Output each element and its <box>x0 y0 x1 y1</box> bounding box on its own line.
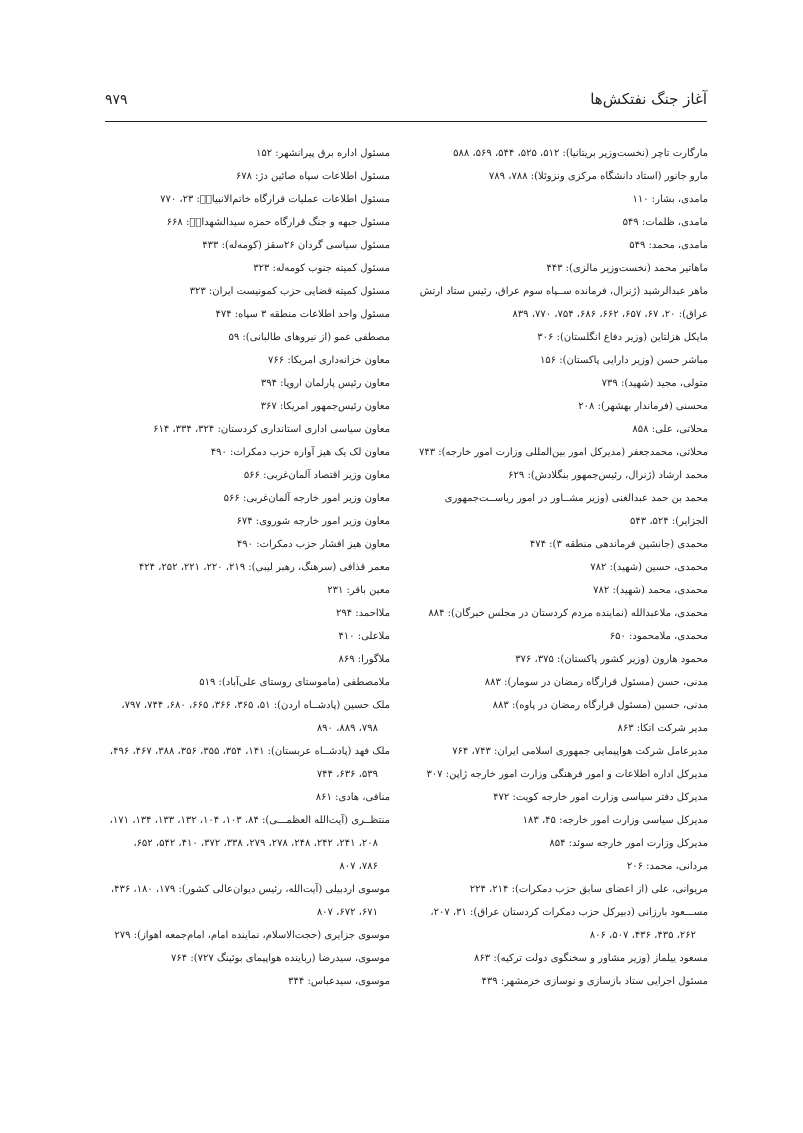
index-entry-line: محمدی (جانشین فرماندهی منطقه ۳): ۴۷۴ <box>529 539 708 550</box>
index-entry-line: ۲۰۸، ۲۴۱، ۲۴۲، ۲۴۸، ۲۷۸، ۲۷۹، ۳۳۸، ۳۷۲، ۴۱۰، ۵۴۲، ۶۵۲، <box>133 838 378 849</box>
index-entry-line: محمدی، حسین (شهید): ۷۸۲ <box>590 562 708 573</box>
index-entry-line: موسوی، سیدرضا (رباینده هواپیمای بوئینگ ۷۲۷): ۷۶۴ <box>171 953 390 964</box>
index-entry-line: مسئول اداره برق پیرانشهر: ۱۵۲ <box>255 148 390 159</box>
index-entry-line: مدیرکل وزارت امور خارجه سوئد: ۸۵۴ <box>549 838 708 849</box>
index-entry-line: معاون هیز افشار حزب دمکرات: ۴۹۰ <box>236 539 390 550</box>
index-entry-line: مسئول کمیته جنوب کومه‌له: ۳۲۳ <box>253 263 390 274</box>
index-entry-line: ماهاتیر محمد (نخست‌وزیر مالزی): ۴۴۳ <box>546 263 708 274</box>
index-entry-line: مدنی، حسن (مسئول قرارگاه رمضان در سومار): ۸۸۳ <box>484 677 708 688</box>
index-entry-line: معین باقر: ۲۳۱ <box>327 585 390 596</box>
index-entry-line: محسنی (فرماندار بهشهر): ۲۰۸ <box>578 401 708 412</box>
index-entry-line: الجزایر): ۵۲۴، ۵۴۳ <box>630 516 708 527</box>
index-entry-line: مارگارت تاچر (نخست‌وزیر بریتانیا): ۵۱۲، ۵۲۵، ۵۴۴، ۵۶۹، ۵۸۸ <box>453 148 708 159</box>
index-entry-line: مسئول اطلاعات عملیات قرارگاه خاتم‌الانبیاءؐ: ۲۳، ۷۷۰ <box>160 194 390 205</box>
index-entry-line: مسئول جبهه و جنگ قرارگاه حمزه سیدالشهداءؑ: ۶۶۸ <box>166 217 390 228</box>
index-entry-line: ملک فهد (پادشــاه عربستان): ۱۴۱، ۳۵۴، ۳۵۵، ۳۵۶، ۳۸۸، ۴۶۷، ۴۹۶، <box>109 746 390 757</box>
index-entry-line: محمدی، ملامحمود: ۶۵۰ <box>609 631 708 642</box>
header-rule <box>105 121 707 122</box>
index-entry-line: مسئول واحد اطلاعات منطقه ۳ سپاه: ۴۷۴ <box>215 309 390 320</box>
index-entry-line: محمد بن حمد عبدالغنی (وزیر مشــاور در امور ریاســت‌جمهوری <box>444 493 708 504</box>
index-entry-line: معاون خزانه‌داری امریکا: ۷۶۶ <box>268 355 390 366</box>
index-entry-line: مریوانی، علی (از اعضای سابق حزب دمکرات): ۲۱۴، ۲۲۴ <box>469 884 708 895</box>
index-entry-line: منتظــری (آیت‌الله العظمـــی): ۸۴، ۱۰۳، ۱۰۴، ۱۳۲، ۱۳۳، ۱۳۴، ۱۷۱، <box>109 815 390 826</box>
page-header <box>105 88 707 118</box>
index-entry-line: مدیرکل سیاسی وزارت امور خارجه: ۴۵، ۱۸۳ <box>522 815 708 826</box>
index-entry-line: ملامصطفی (ماموستای روستای علی‌آباد): ۵۱۹ <box>199 677 390 688</box>
page-number: ۹۷۹ <box>105 92 128 108</box>
index-entry-line: مسئول اطلاعات سپاه صائین دژ: ۶۷۸ <box>235 171 390 182</box>
index-entry-line: مباشر حسن (وزیر دارایی پاکستان): ۱۵۶ <box>539 355 708 366</box>
index-entry-line: ملااحمد: ۲۹۴ <box>336 608 390 619</box>
index-entry-line: ۷۹۸، ۸۸۹، ۸۹۰ <box>316 723 378 734</box>
index-entry-line: ماهر عبدالرشید (ژنرال، فرمانده ســپاه سوم عراق، رئیس ستاد ارتش <box>419 286 708 297</box>
index-entry-line: موسوی اردبیلی (آیت‌الله، رئیس دیوان‌عالی کشور): ۱۷۹، ۱۸۰، ۴۳۶، <box>110 884 390 895</box>
index-entry-line: معاون وزیر اقتصاد آلمان‌غربی: ۵۶۶ <box>243 470 390 481</box>
index-entry-line: مســـعود بارزانی (دبیرکل حزب دمکرات کردستان عراق): ۳۱، ۲۰۷، <box>430 907 708 918</box>
index-entry-line: مسعود ییلماز (وزیر مشاور و سخنگوی دولت ترکیه): ۸۶۳ <box>474 953 708 964</box>
index-entry-line: موسوی، سیدعباس: ۳۴۴ <box>288 976 390 987</box>
index-column-left <box>90 142 390 993</box>
index-entry-line: مامدی، ظلمات: ۵۴۹ <box>622 217 708 228</box>
index-entry-line: مارو جانور (استاد دانشگاه مرکزی ونزوئلا): ۷۸۸، ۷۸۹ <box>488 171 708 182</box>
index-entry-line: مدیرکل اداره اطلاعات و امور فرهنگی وزارت امور خارجه ژاپن: ۳۰۷ <box>426 769 708 780</box>
index-entry-line: ۵۳۹، ۶۳۶، ۷۴۴ <box>316 769 378 780</box>
index-entry-line: ملاگورا: ۸۶۹ <box>338 654 390 665</box>
index-entry-line: مامدی، محمد: ۵۴۹ <box>629 240 708 251</box>
index-entry-line: معاون رئیس پارلمان اروپا: ۳۹۴ <box>260 378 390 389</box>
index-entry-line: معاون سیاسی اداری استانداری کردستان: ۳۲۴، ۳۳۴، ۶۱۴ <box>153 424 390 435</box>
index-entry-line: مسئول سیاسی گردان ۲۶سقز (کومه‌له): ۴۳۳ <box>202 240 390 251</box>
index-entry-line: مدیرعامل شرکت هواپیمایی جمهوری اسلامی ایران: ۷۴۳، ۷۶۴ <box>452 746 708 757</box>
index-entry-line: محمدی، ملاعبدالله (نماینده مردم کردستان در مجلس خبرگان): ۸۸۴ <box>428 608 708 619</box>
index-entry-line: معاون وزیر امور خارجه آلمان‌غربی: ۵۶۶ <box>223 493 390 504</box>
running-title: آغاز جنگ نفتکش‌ها <box>590 90 707 108</box>
index-entry-line: معاون لک یک هیز آواره حزب دمکرات: ۴۹۰ <box>210 447 390 458</box>
index-entry-line: محمود هارون (وزیر کشور پاکستان): ۳۷۵، ۳۷۶ <box>515 654 708 665</box>
index-entry-line: معمر قذافی (سرهنگ، رهبر لیبی): ۲۱۹، ۲۲۰، ۲۲۱، ۲۵۲، ۴۲۴ <box>138 562 390 573</box>
index-entry-line: مردانی، محمد: ۲۰۶ <box>626 861 708 872</box>
index-entry-line: منافی، هادی: ۸۶۱ <box>315 792 390 803</box>
index-entry-line: عراق): ۲۰، ۶۷، ۶۵۷، ۶۶۲، ۶۸۶، ۷۵۴، ۷۷۰، ۸۳۹ <box>512 309 708 320</box>
index-entry-line: ملاعلی: ۴۱۰ <box>338 631 390 642</box>
index-entry-line: متولی، مجید (شهید): ۷۳۹ <box>601 378 708 389</box>
index-entry-line: مصطفی عمو (از نیروهای طالبانی): ۵۹ <box>228 332 390 343</box>
index-entry-line: مدیر شرکت اتکا: ۸۶۳ <box>617 723 708 734</box>
index-entry-line: محمدی، محمد (شهید): ۷۸۲ <box>593 585 708 596</box>
index-entry-line: مسئول اجرایی ستاد بازسازی و نوسازی خرمشهر: ۴۳۹ <box>481 976 708 987</box>
index-entry-line: معاون رئیس‌جمهور امریکا: ۳۶۷ <box>260 401 390 412</box>
index-entry-line: ۶۷۱، ۶۷۲، ۸۰۷ <box>316 907 378 918</box>
index-entry-line: محلاتی، محمدجعفر (مدیرکل امور بین‌المللی وزارت امور خارجه): ۷۴۳ <box>418 447 708 458</box>
index-column-right <box>408 142 708 993</box>
index-entry-line: مسئول کمیته قضایی حزب کمونیست ایران: ۳۲۳ <box>189 286 390 297</box>
index-entry-line: مامدی، بشار: ۱۱۰ <box>632 194 708 205</box>
index-entry-line: ۲۶۲، ۴۳۵، ۴۳۶، ۵۰۷، ۸۰۶ <box>589 930 696 941</box>
index-entry-line: مدنی، حسین (مسئول قرارگاه رمضان در پاوه): ۸۸۳ <box>492 700 708 711</box>
index-entry-line: مدیرکل دفتر سیاسی وزارت امور خارجه کویت: ۴۷۲ <box>493 792 708 803</box>
index-entry-line: مایکل هزلتاین (وزیر دفاع انگلستان): ۳۰۶ <box>537 332 708 343</box>
index-entry-line: محلاتی، علی: ۸۵۸ <box>632 424 708 435</box>
index-entry-line: معاون وزیر امور خارجه شوروی: ۶۷۴ <box>236 516 390 527</box>
index-entry-line: ملک حسین (پادشــاه اردن): ۵۱، ۳۶۵، ۳۶۶، ۶۶۵، ۶۸۰، ۷۴۴، ۷۹۷، <box>121 700 390 711</box>
index-entry-line: موسوی جزایری (حجت‌الاسلام، نماینده امام، امام‌جمعه اهواز): ۲۷۹ <box>114 930 390 941</box>
index-entry-line: محمد ارشاد (ژنرال، رئیس‌جمهور بنگلادش): ۶۲۹ <box>508 470 708 481</box>
index-entry-line: ۷۸۶، ۸۰۷ <box>339 861 378 872</box>
